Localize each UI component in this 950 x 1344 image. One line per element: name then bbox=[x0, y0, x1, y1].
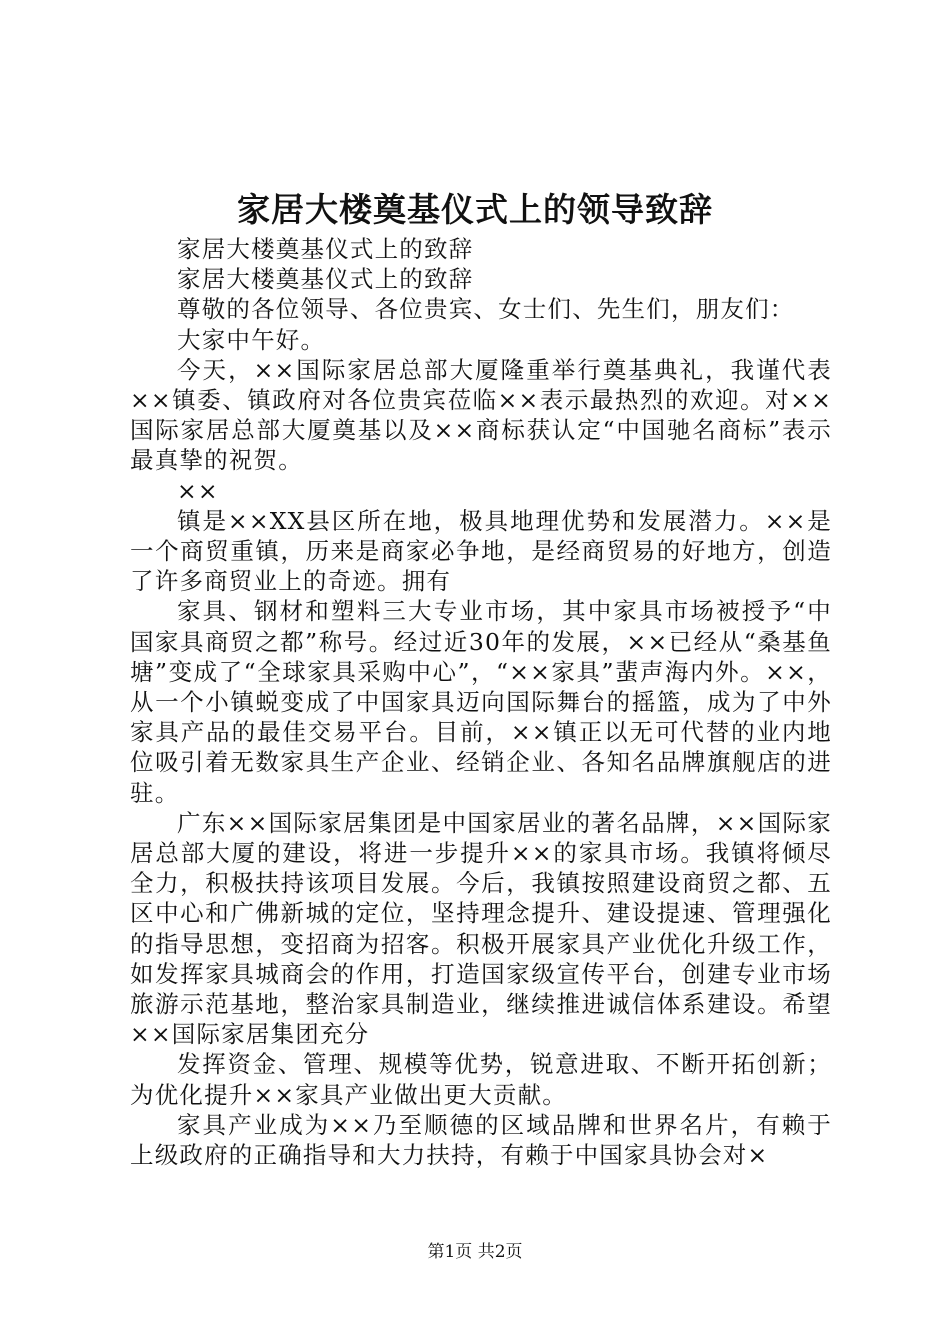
paragraph-7: 镇是××XX县区所在地，极具地理优势和发展潜力。××是一个商贸重镇，历来是商家必争地，是经商贸易的好地方，创造了许多商贸业上的奇迹。拥有 bbox=[130, 506, 832, 596]
paragraph-10: 发挥资金、管理、规模等优势，锐意进取、不断开拓创新；为优化提升××家具产业做出更大贡献。 bbox=[130, 1050, 832, 1109]
paragraph-2: 家居大楼奠基仪式上的致辞 bbox=[177, 265, 474, 294]
paragraph-5: 今天，××国际家居总部大厦隆重举行奠基典礼，我谨代表××镇委、镇政府对各位贵宾莅临××表示最热烈的欢迎。对××国际家居总部大厦奠基以及××商标获认定“中国驰名商标”表示最真挚的祝贺。 bbox=[130, 355, 832, 475]
paragraph-9: 广东××国际家居集团是中国家居业的著名品牌，××国际家居总部大厦的建设，将进一步提升××的家具市场。我镇将倾尽全力，积极扶持该项目发展。今后，我镇按照建设商贸之都、五区中心和广佛新城的定位，坚持理念提升、建设提速、管理强化的指导思想，变招商为招客。积极开展家具产业优化升级工作，如发挥家具城商会的作用，打造国家级宣传平台，创建专业市场旅游示范基地，整治家具制造业，继续推进诚信体系建设。希望××国际家居集团充分 bbox=[130, 808, 832, 1049]
document-body bbox=[130, 234, 832, 1170]
paragraph-3: 尊敬的各位领导、各位贵宾、女士们、先生们，朋友们： bbox=[177, 295, 795, 324]
paragraph-4: 大家中午好。 bbox=[177, 325, 326, 354]
document-title: 家居大楼奠基仪式上的领导致辞 bbox=[237, 190, 713, 229]
paragraph-11: 家具产业成为××乃至顺德的区域品牌和世界名片，有赖于上级政府的正确指导和大力扶持，有赖于中国家具协会对× bbox=[130, 1110, 832, 1170]
paragraph-8: 家具、钢材和塑料三大专业市场，其中家具市场被授予“中国家具商贸之都”称号。经过近30年的发展，××已经从“桑基鱼塘”变成了“全球家具采购中心”，“××家具”蜚声海内外。××，从一个小镇蜕变成了中国家具迈向国际舞台的摇篮，成为了中外家具产品的最佳交易平台。目前，××镇正以无可代替的业内地位吸引着无数家具生产企业、经销企业、各知名品牌旗舰店的进驻。 bbox=[130, 597, 832, 807]
paragraph-1: 家居大楼奠基仪式上的致辞 bbox=[177, 235, 474, 263]
paragraph-6: ×× bbox=[177, 476, 219, 505]
page-number-footer: 第1页 共2页 bbox=[427, 1242, 523, 1262]
